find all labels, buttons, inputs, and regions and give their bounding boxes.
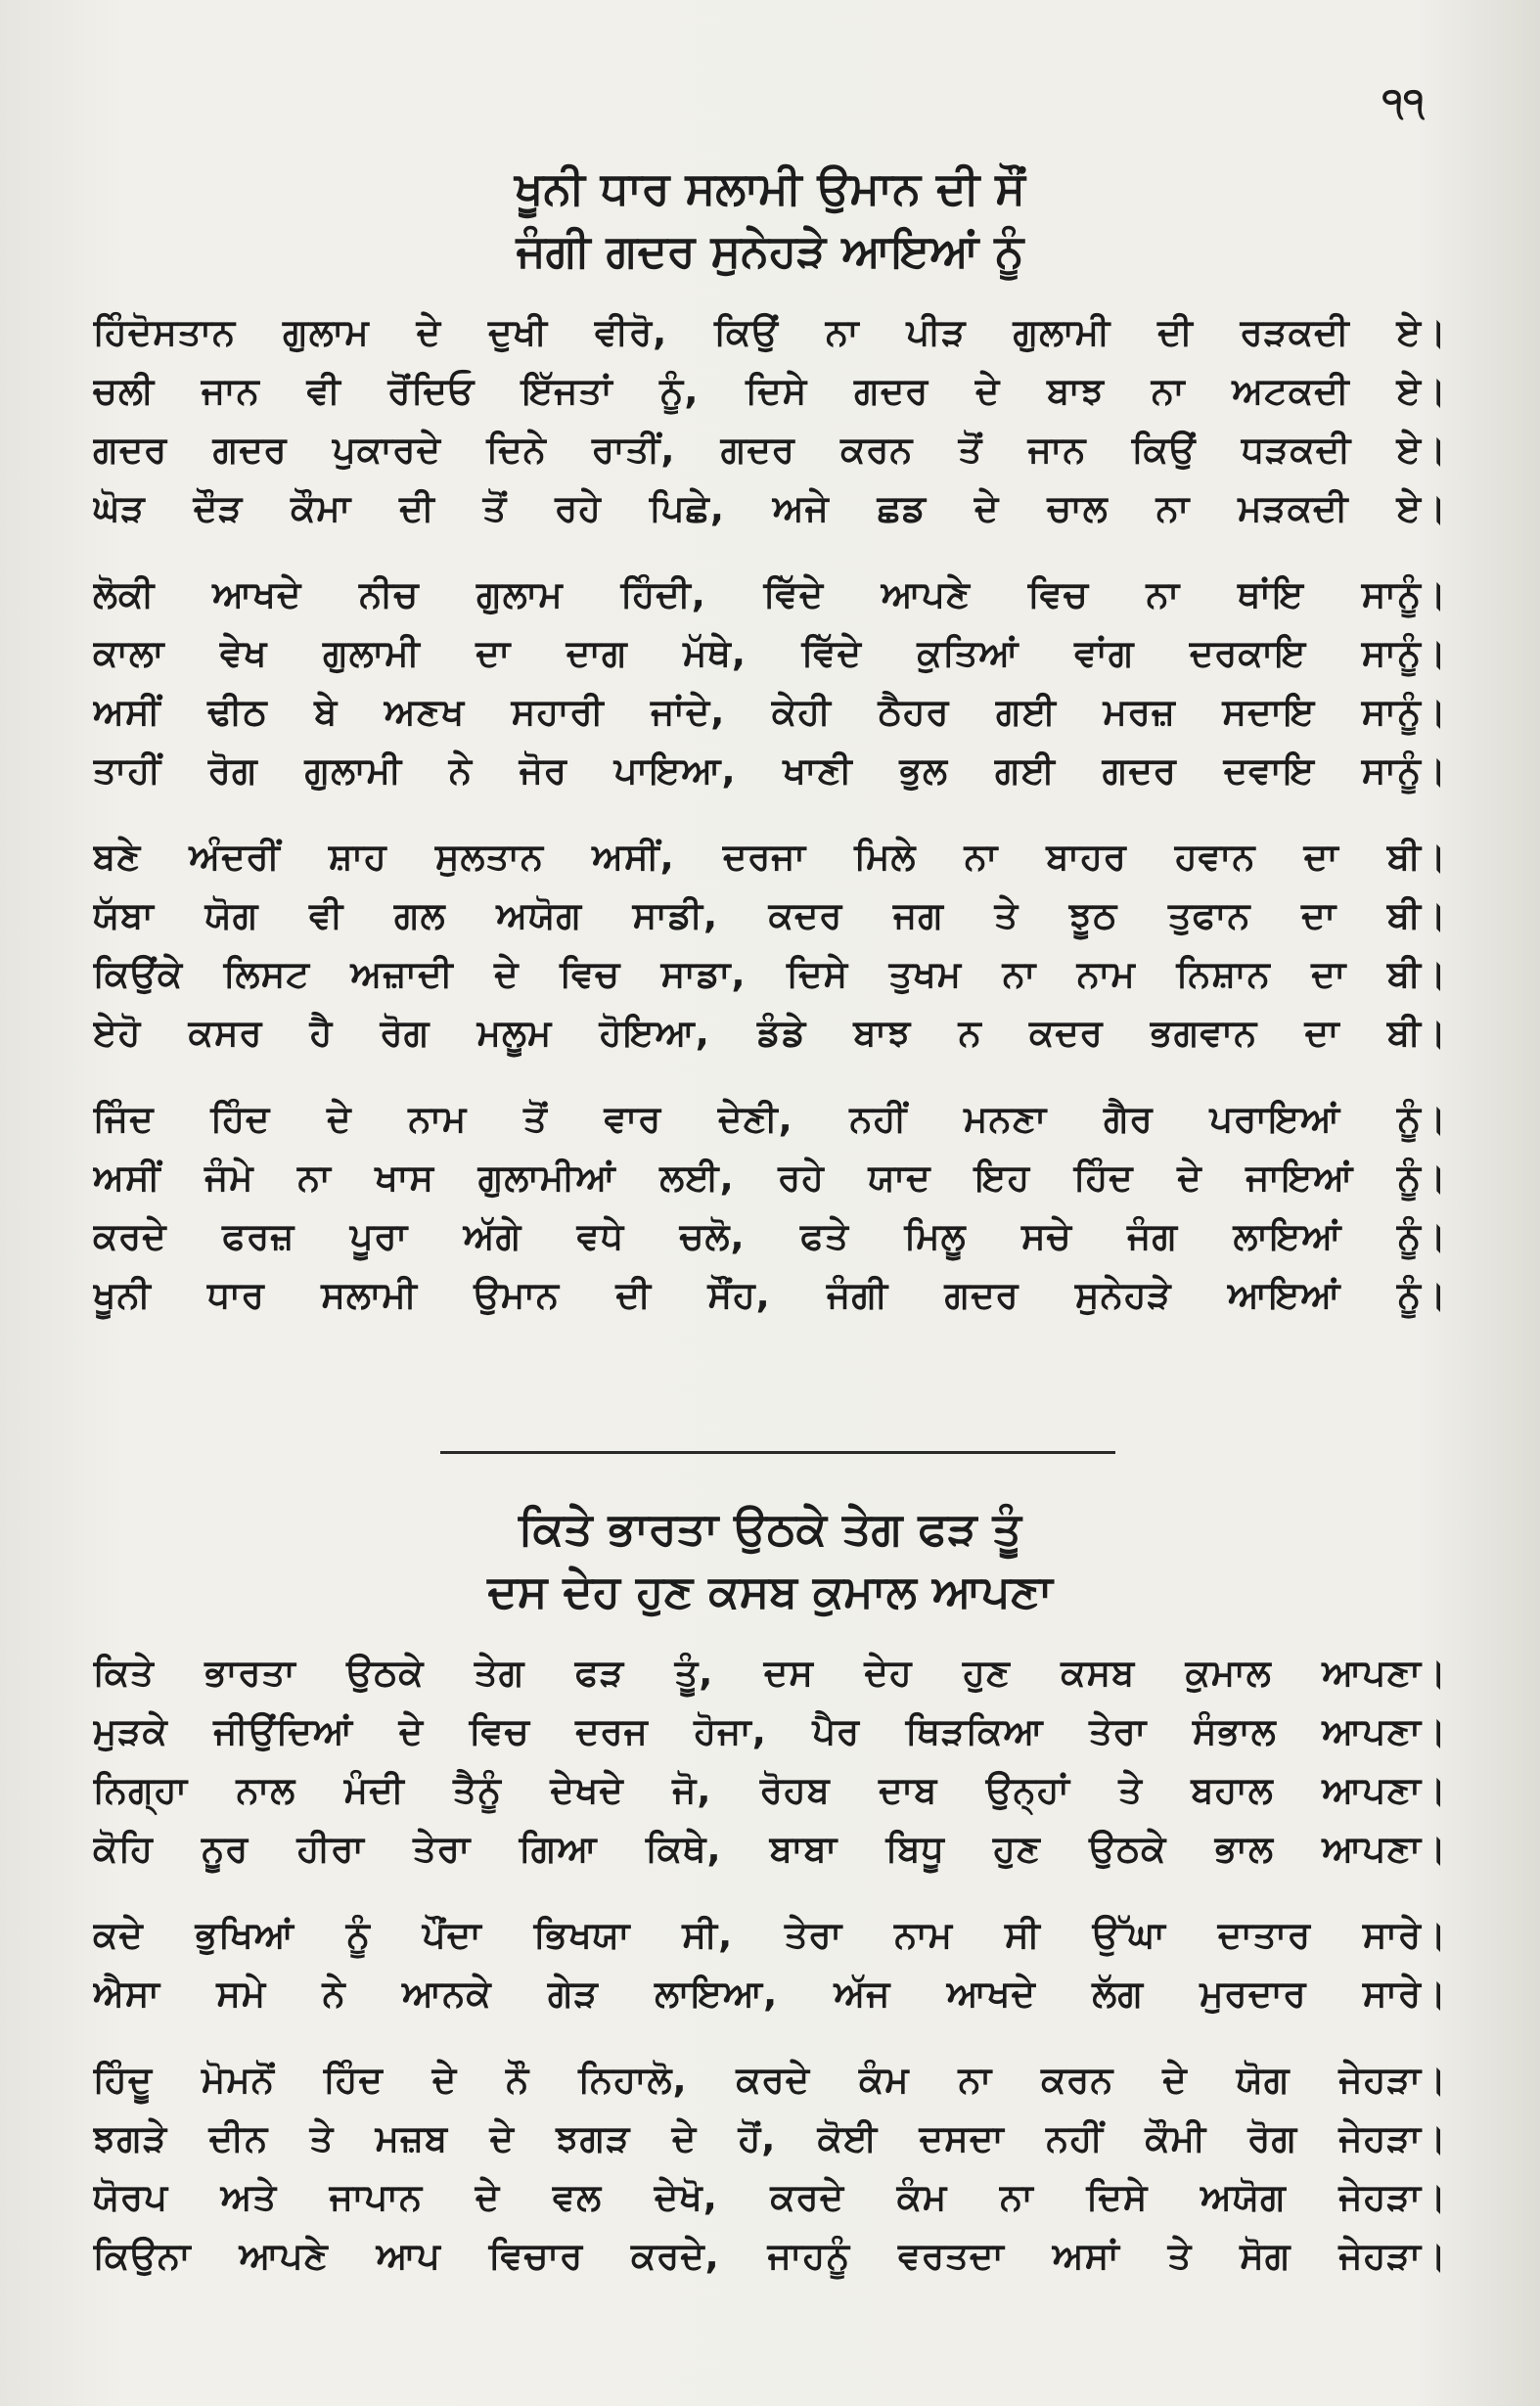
poem-2-stanza-1 [93, 1644, 1447, 1879]
verse-line: ਤਾਹੀਂ ਰੋਗ ਗੁਲਾਮੀ ਨੇ ਜੋਰ ਪਾਇਆ, ਖਾਣੀ ਭੁਲ ਗਈ ਗਦਰ ਦਵਾਇ ਸਾਨੂੰ। [93, 749, 1447, 792]
verse-line: ਕਰਦੇ ਫਰਜ਼ ਪੂਰਾ ਅੱਗੇ ਵਧੇ ਚਲੋ, ਫਤੇ ਮਿਲੂ ਸਚੇ ਜੰਗ ਲਾਇਆਂ ਨੂੰ। [93, 1215, 1447, 1257]
verse-line: ਚਲੀ ਜਾਨ ਵੀ ਰੋਂਦਿਓ ਇੱਜਤਾਂ ਨੂੰ, ਦਿਸੇ ਗਦਰ ਦੇ ਬਾਝ ਨਾ ਅਟਕਦੀ ਏ। [93, 370, 1447, 412]
verse-line: ਕੋਹਿ ਨੂਰ ਹੀਰਾ ਤੇਰਾ ਗਿਆ ਕਿਥੇ, ਬਾਬਾ ਬਿਧੂ ਹੁਣ ਉਠਕੇ ਭਾਲ ਆਪਣਾ। [93, 1828, 1447, 1870]
poem-2 [93, 1497, 1447, 2286]
verse-line: ਮੁੜਕੇ ਜੀਉਂਦਿਆਂ ਦੇ ਵਿਚ ਦਰਜ ਹੋਜਾ, ਪੈਰ ਥਿੜਕਿਆ ਤੇਰਾ ਸੰਭਾਲ ਆਪਣਾ। [93, 1710, 1447, 1752]
verse-line: ਹਿੰਦੋਸਤਾਨ ਗੁਲਾਮ ਦੇ ਦੁਖੀ ਵੀਰੋ, ਕਿਉਂ ਨਾ ਪੀੜ ਗੁਲਾਮੀ ਦੀ ਰੜਕਦੀ ਏ। [93, 311, 1447, 353]
verse-line: ਕਿਉਂਕੇ ਲਿਸਟ ਅਜ਼ਾਦੀ ਦੇ ਵਿਚ ਸਾਡਾ, ਦਿਸੇ ਤੁਖਮ ਨਾ ਨਾਮ ਨਿਸ਼ਾਨ ਦਾ ਬੀ। [93, 953, 1447, 995]
section-divider [440, 1451, 1115, 1454]
poem-1-title-line-2: ਜੰਗੀ ਗਦਰ ਸੁਨੇਹੜੇ ਆਇਆਂ ਨੂੰ [516, 224, 1024, 277]
poem-2-title-line-1: ਕਿਤੇ ਭਾਰਤਾ ਉਠਕੇ ਤੇਗ ਫੜ ਤੂੰ [519, 1502, 1021, 1555]
verse-line: ਕਦੇ ਭੁਖਿਆਂ ਨੂੰ ਪੌਂਦਾ ਭਿਖਯਾ ਸੀ, ਤੇਰਾ ਨਾਮ ਸੀ ਉੱਘਾ ਦਾਤਾਰ ਸਾਰੇ। [93, 1914, 1447, 1956]
poem-1 [93, 157, 1447, 1325]
poem-2-stanza-3 [93, 2051, 1447, 2286]
verse-line: ਗਦਰ ਗਦਰ ਪੁਕਾਰਦੇ ਦਿਨੇ ਰਾਤੀਂ, ਗਦਰ ਕਰਨ ਤੋਂ ਜਾਨ ਕਿਉਂ ਧੜਕਦੀ ਏ। [93, 429, 1447, 471]
verse-line: ਲੋਕੀ ਆਖਦੇ ਨੀਚ ਗੁਲਾਮ ਹਿੰਦੀ, ਵਿੱਦੇ ਆਪਣੇ ਵਿਚ ਨਾ ਥਾਂਇ ਸਾਨੂੰ। [93, 573, 1447, 615]
verse-line: ਬਣੇ ਅੰਦਰੀਂ ਸ਼ਾਹ ਸੁਲਤਾਨ ਅਸੀਂ, ਦਰਜਾ ਮਿਲੇ ਨਾ ਬਾਹਰ ਹਵਾਨ ਦਾ ਬੀ। [93, 836, 1447, 878]
verse-line: ਝਗੜੇ ਦੀਨ ਤੇ ਮਜ਼ਬ ਦੇ ਝਗੜ ਦੇ ਹੋਂ, ਕੋਈ ਦਸਦਾ ਨਹੀਂ ਕੌਮੀ ਰੋਗ ਜੇਹੜਾ। [93, 2117, 1447, 2159]
page-number: ੧੧ [1381, 80, 1425, 125]
poem-1-stanza-4 [93, 1090, 1447, 1325]
verse-line: ਕਿਤੇ ਭਾਰਤਾ ਉਠਕੇ ਤੇਗ ਫੜ ਤੂੰ, ਦਸ ਦੇਹ ਹੁਣ ਕਸਬ ਕੁਮਾਲ ਆਪਣਾ। [93, 1652, 1447, 1694]
verse-line: ਐਸਾ ਸਮੇ ਨੇ ਆਨਕੇ ਗੇੜ ਲਾਇਆ, ਅੱਜ ਆਖਦੇ ਲੱਗ ਮੁਰਦਾਰ ਸਾਰੇ। [93, 1973, 1447, 2015]
verse-line: ਯੱਬਾ ਯੋਗ ਵੀ ਗਲ ਅਯੋਗ ਸਾਡੀ, ਕਦਰ ਜਗ ਤੇ ਝੂਠ ਤੁਫਾਨ ਦਾ ਬੀ। [93, 894, 1447, 936]
verse-line: ਏਹੋ ਕਸਰ ਹੈ ਰੋਗ ਮਲੂਮ ਹੋਇਆ, ਡੰਡੇ ਬਾਝ ਨ ਕਦਰ ਭਗਵਾਨ ਦਾ ਬੀ। [93, 1012, 1447, 1054]
verse-line: ਜਿੰਦ ਹਿੰਦ ਦੇ ਨਾਮ ਤੋਂ ਵਾਰ ਦੇਣੀ, ਨਹੀਂ ਮਨਣਾ ਗੈਰ ਪਰਾਇਆਂ ਨੂੰ। [93, 1098, 1447, 1140]
verse-line: ਨਿਗ੍ਹਾ ਨਾਲ ਮੰਦੀ ਤੈਨੂੰ ਦੇਖਦੇ ਜੋ, ਰੋਹਬ ਦਾਬ ਉਨ੍ਹਾਂ ਤੇ ਬਹਾਲ ਆਪਣਾ। [93, 1769, 1447, 1811]
verse-line: ਅਸੀਂ ਜੰਮੇ ਨਾ ਖਾਸ ਗੁਲਾਮੀਆਂ ਲਈ, ਰਹੇ ਯਾਦ ਇਹ ਹਿੰਦ ਦੇ ਜਾਇਆਂ ਨੂੰ। [93, 1157, 1447, 1199]
poem-1-stanza-2 [93, 566, 1447, 800]
verse-line: ਯੋਰਪ ਅਤੇ ਜਾਪਾਨ ਦੇ ਵਲ ਦੇਖੋ, ਕਰਦੇ ਕੰਮ ਨਾ ਦਿਸੇ ਅਯੋਗ ਜੇਹੜਾ। [93, 2176, 1447, 2218]
poem-2-stanza-2 [93, 1906, 1447, 2023]
verse-line: ਅਸੀਂ ਢੀਠ ਬੇ ਅਣਖ ਸਹਾਰੀ ਜਾਂਦੇ, ਕੇਹੀ ਠੈਹਰ ਗਈ ਮਰਜ਼ ਸਦਾਇ ਸਾਨੂੰ। [93, 691, 1447, 733]
verse-line: ਘੋੜ ਦੌੜ ਕੌਮਾ ਦੀ ਤੋਂ ਰਹੇ ਪਿਛੇ, ਅਜੇ ਛਡ ਦੇ ਚਾਲ ਨਾ ਮੜਕਦੀ ਏ। [93, 487, 1447, 529]
verse-line: ਖੂਨੀ ਧਾਰ ਸਲਾਮੀ ਉਮਾਨ ਦੀ ਸੌਂਹ, ਜੰਗੀ ਗਦਰ ਸੁਨੇਹੜੇ ਆਇਆਂ ਨੂੰ। [93, 1274, 1447, 1316]
poem-1-stanza-3 [93, 828, 1447, 1063]
poem-1-title-line-1: ਖੂਨੀ ਧਾਰ ਸਲਾਮੀ ਉਮਾਨ ਦੀ ਸੌਂ [515, 161, 1025, 214]
verse-line: ਕਿਉਨਾ ਆਪਣੇ ਆਪ ਵਿਚਾਰ ਕਰਦੇ, ਜਾਹਨੂੰ ਵਰਤਦਾ ਅਸਾਂ ਤੇ ਸੋਗ ਜੇਹੜਾ। [93, 2235, 1447, 2277]
verse-line: ਹਿੰਦੂ ਮੋਮਨੋਂ ਹਿੰਦ ਦੇ ਨੌ ਨਿਹਾਲੋ, ਕਰਦੇ ਕੰਮ ਨਾ ਕਰਨ ਦੇ ਯੋਗ ਜੇਹੜਾ। [93, 2059, 1447, 2101]
poem-2-title-line-2: ਦਸ ਦੇਹ ਹੁਣ ਕਸਬ ਕੁਮਾਲ ਆਪਣਾ [487, 1565, 1053, 1617]
verse-line: ਕਾਲਾ ਵੇਖ ਗੁਲਾਮੀ ਦਾ ਦਾਗ ਮੱਥੇ, ਵਿੱਦੇ ਕੁਤਿਆਂ ਵਾਂਗ ਦਰਕਾਇ ਸਾਨੂੰ। [93, 632, 1447, 674]
poem-1-stanza-1 [93, 303, 1447, 538]
